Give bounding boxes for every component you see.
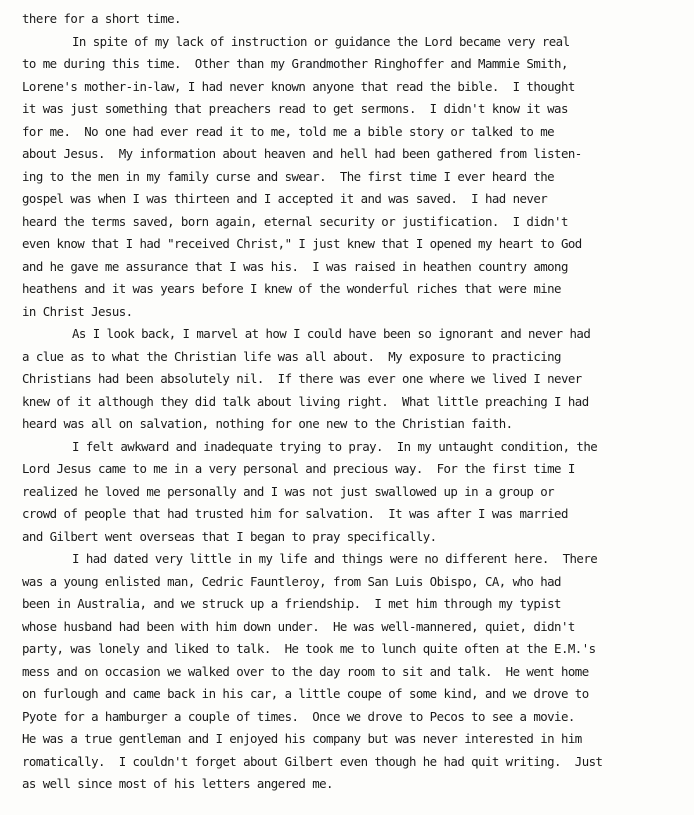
text-line: in Christ Jesus. xyxy=(22,303,133,319)
text-line: heathens and it was years before I knew of the wonderful riches that were mine xyxy=(22,281,561,296)
text-line: In spite of my lack of instruction or guidance the Lord became very real xyxy=(72,33,570,49)
text-line: party, was lonely and liked to talk. He took me to lunch quite often at the E.M.'s xyxy=(22,641,596,656)
text-line: Lorene's mother-in-law, I had never known anyone that read the bible. I thought xyxy=(22,78,575,94)
text-line: heard the terms saved, born again, eternal security or justification. I didn't xyxy=(22,213,568,229)
text-line: He was a true gentleman and I enjoyed his company but was never interested in him xyxy=(22,731,582,746)
text-line: and he gave me assurance that I was his. I was raised in heathen country among xyxy=(22,258,568,274)
text-line: As I look back, I marvel at how I could have been so ignorant and never had xyxy=(72,326,591,341)
text-line: Lord Jesus came to me in a very personal and precious way. For the first time I xyxy=(22,461,575,476)
text-line: and Gilbert went overseas that I began to pray specifically. xyxy=(22,528,437,544)
text-line: as well since most of his letters angered me. xyxy=(22,776,333,791)
text-line: knew of it although they did talk about living right. What little preaching I had xyxy=(22,393,589,409)
text-line: for me. No one had ever read it to me, told me a bible story or talked to me xyxy=(22,123,555,139)
text-line: mess and on occasion we walked over to the day room to sit and talk. He went home xyxy=(22,663,589,679)
text-line: ing to the men in my family curse and swear. The first time I ever heard the xyxy=(22,168,555,184)
text-line: I felt awkward and inadequate trying to pray. In my untaught condition, the xyxy=(72,438,598,454)
text-line: there for a short time. xyxy=(22,11,181,26)
text-line: Christians had been absolutely nil. If there was ever one where we lived I never xyxy=(22,371,582,386)
text-line: crowd of people that had trusted him for salvation. It was after I was married xyxy=(22,506,568,521)
text-line: gospel was when I was thirteen and I accepted it and was saved. I had never xyxy=(22,191,548,206)
text-line: a clue as to what the Christian life was all about. My exposure to practicing xyxy=(22,348,561,364)
text-line: Pyote for a hamburger a couple of times. Once we drove to Pecos to see a movie. xyxy=(22,708,575,724)
text-line: on furlough and came back in his car, a little coupe of some kind, and we drove to xyxy=(22,686,589,701)
text-line: heard was all on salvation, nothing for one new to the Christian faith. xyxy=(22,416,513,431)
text-line: realized he loved me personally and I was not just swallowed up in a group or xyxy=(22,483,555,499)
text-line: been in Australia, and we struck up a friendship. I met him through my typist xyxy=(22,596,561,611)
text-line: it was just something that preachers read to get sermons. I didn't know it was xyxy=(22,101,568,116)
text-line: I had dated very little in my life and things were no different here. There xyxy=(72,551,598,566)
text-line: romatically. I couldn't forget about Gilbert even though he had quit writing. Just xyxy=(22,753,603,769)
text-line: whose husband had been with him down under. He was well-mannered, quiet, didn't xyxy=(22,618,575,634)
text-line: about Jesus. My information about heaven and hell had been gathered from listen- xyxy=(22,146,582,161)
text-line: to me during this time. Other than my Grandmother Ringhoffer and Mammie Smith, xyxy=(22,56,568,71)
text-line: even know that I had "received Christ," I just knew that I opened my heart to God xyxy=(22,236,582,251)
text-line: was a young enlisted man, Cedric Fauntleroy, from San Luis Obispo, CA, who had xyxy=(22,573,561,589)
